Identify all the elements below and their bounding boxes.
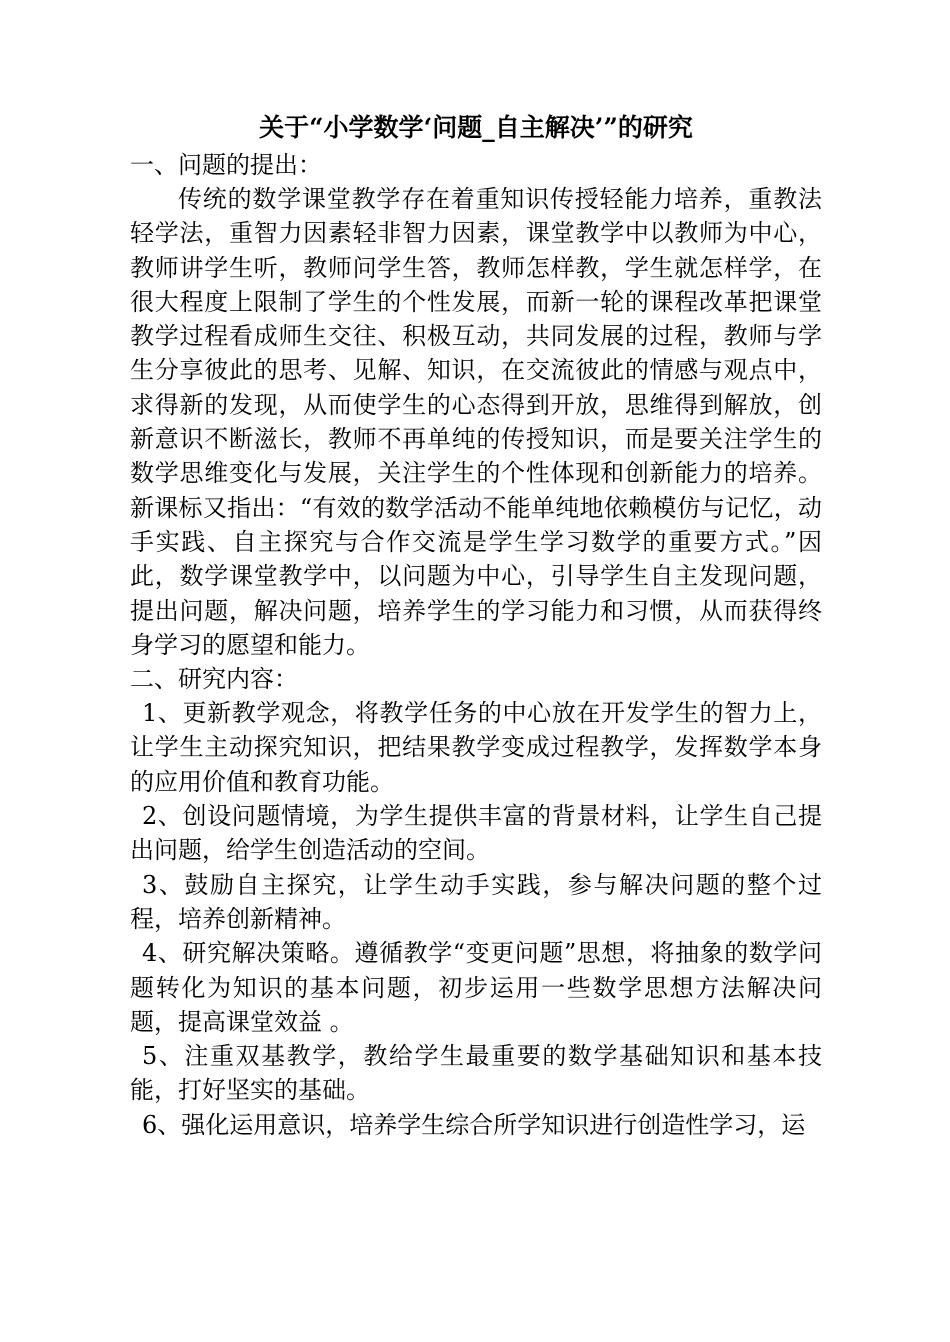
content-item-2: 2、创设问题情境，为学生提供丰富的背景材料，让学生自己提出问题，给学生创造活动的空间。 [130,802,822,865]
section-paragraph-problem: 传统的数学课堂教学存在着重知识传授轻能力培养，重教法轻学法，重智力因素轻非智力因素，课堂教学中以教师为中心，教师讲学生听，教师问学生答，教师怎样教，学生就怎样学，在很大程度上限制了学生的个性发展，而新一轮的课程改革把课堂教学过程看成师生交往、积极互动，共同发展的过程，教师与学生分享彼此的思考、见解、知识，在交流彼此的情感与观点中，求得新的发现，从而使学生的心态得到开放，思维得到解放，创新意识不断滋长，教师不再单纯的传授知识，而是要关注学生的数学思维变化与发展，关注学生的个性体现和创新能力的培养。新课标又指出：“有效的数学活动不能单纯地依赖模仿与记忆，动手实践、自主探究与合作交流是学生学习数学的重要方式。”因此，数学课堂教学中，以问题为中心，引导学生自主发现问题，提出问题，解决问题，培养学生的学习能力和习惯，从而获得终身学习的愿望和能力。 [130,185,822,659]
content-item-4: 4、研究解决策略。遵循教学“变更问题”思想，将抽象的数学问题转化为知识的基本问题，初步运用一些数学思想方法解决问题，提高课堂效益 。 [130,939,822,1036]
section-heading-content: 二、研究内容： [130,665,298,694]
document-page [130,108,822,1142]
content-item-1: 1、更新教学观念，将教学任务的中心放在开发学生的智力上，让学生主动探究知识，把结果教学变成过程教学，发挥数学本身的应用价值和教育功能。 [130,699,822,796]
content-item-6: 6、强化运用意识，培养学生综合所学知识进行创造性学习，运 [142,1110,806,1139]
content-item-3: 3、鼓励自主探究，让学生动手实践，参与解决问题的整个过程，培养创新精神。 [130,870,822,933]
document-title: 关于“小学数学‘问题_自主解决’”的研究 [259,113,693,142]
section-heading-problem: 一、问题的提出： [130,151,322,179]
content-item-5: 5、注重双基教学，教给学生最重要的数学基础知识和基本技能，打好坚实的基础。 [130,1042,822,1105]
